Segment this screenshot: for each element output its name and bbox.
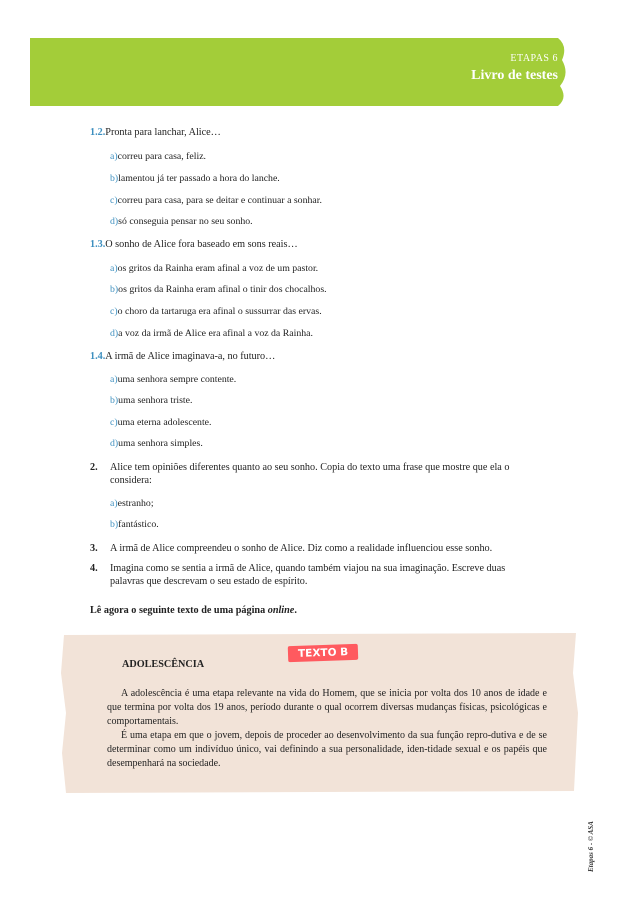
option: a)os gritos da Rainha eram afinal a voz de um pastor. xyxy=(110,263,319,274)
option: b)lamentou já ter passado a hora do lanche. xyxy=(110,173,280,184)
question-1-2: 1.2.Pronta para lanchar, Alice… xyxy=(90,127,221,138)
text-b-tag: TEXTO B xyxy=(288,644,359,662)
side-footer: Etapas 6 - © ASA xyxy=(587,821,595,872)
option: b)fantástico. xyxy=(110,519,159,530)
option: a)correu para casa, feliz. xyxy=(110,151,207,162)
text-b-paragraph-2: É uma etapa em que o jovem, depois de proceder ao desenvolvimento da sua função repro-dutiva e de se determinar como um indivíduo único, vai definindo a sua personalidade, iden-tidade sexual e os papéis que desempenhará na sociedade. xyxy=(107,730,547,769)
text-b-paragraph-1: A adolescência é uma etapa relevante na vida do Homem, que se inicia por volta dos 10 anos de idade e que termina por volta dos 19 anos, período durante o qual ocorrem diversas mudanças físicas, psicológicas e comportamentais. xyxy=(107,688,547,727)
question-2: 2. Alice tem opiniões diferentes quanto ao seu sonho. Copia do texto uma frase que mostre que ela o xyxy=(90,462,510,473)
lead-text: Lê agora o seguinte texto de uma página online. xyxy=(90,605,297,616)
text-b-title: ADOLESCÊNCIA xyxy=(122,659,205,670)
option: c)uma eterna adolescente. xyxy=(110,417,212,428)
option: b)uma senhora triste. xyxy=(110,395,193,406)
question-1-3: 1.3.O sonho de Alice fora baseado em sons reais… xyxy=(90,239,298,250)
option: c)correu para casa, para se deitar e continuar a sonhar. xyxy=(110,195,322,206)
option: b)os gritos da Rainha eram afinal o tinir dos chocalhos. xyxy=(110,284,327,295)
option: a)uma senhora sempre contente. xyxy=(110,374,237,385)
option: a)estranho; xyxy=(110,498,154,509)
option: d)a voz da irmã de Alice era afinal a voz da Rainha. xyxy=(110,328,313,339)
option: d)uma senhora simples. xyxy=(110,438,203,449)
question-4-cont: palavras que descrevam o seu estado de espírito. xyxy=(110,576,308,587)
question-1-4: 1.4.A irmã de Alice imaginava-a, no futuro… xyxy=(90,351,276,362)
option: c)o choro da tartaruga era afinal o sussurrar das ervas. xyxy=(110,306,322,317)
series-label: ETAPAS 6 xyxy=(510,53,558,64)
question-3: 3. A irmã de Alice compreendeu o sonho de Alice. Diz como a realidade influenciou esse sonho. xyxy=(90,543,493,554)
question-2-cont: considera: xyxy=(110,475,152,486)
book-title: Livro de testes xyxy=(471,68,558,83)
question-4: 4. Imagina como se sentia a irmã de Alice, quando também viajou na sua imaginação. Escreve duas xyxy=(90,563,506,574)
option: d)só conseguia pensar no seu sonho. xyxy=(110,216,253,227)
